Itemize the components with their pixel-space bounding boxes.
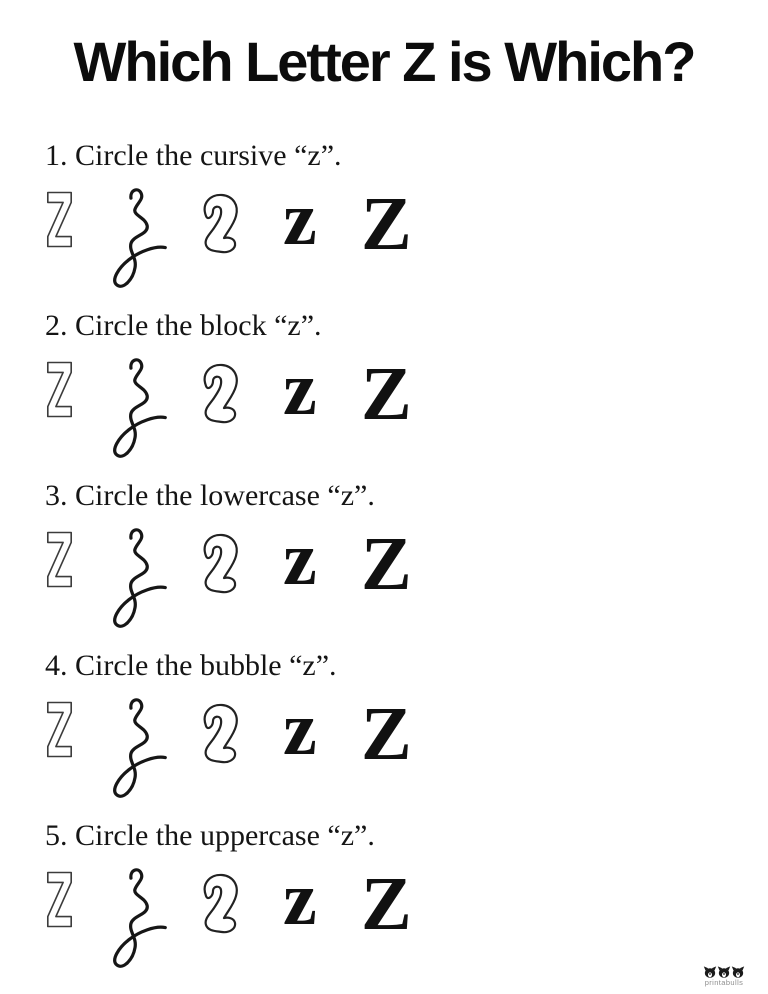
cursive-z-icon — [106, 187, 168, 293]
uppercase-z-glyph: Z — [361, 862, 412, 946]
uppercase-z-glyph: Z — [361, 182, 412, 266]
letter-option-block-z[interactable] — [46, 699, 73, 760]
letter-option-bubble-z[interactable] — [193, 191, 243, 257]
uppercase-z-glyph: Z — [361, 352, 412, 436]
letter-option-cursive-z[interactable] — [106, 527, 168, 633]
letter-option-cursive-z[interactable] — [106, 697, 168, 803]
letter-option-block-z[interactable] — [46, 869, 73, 930]
letter-option-bubble-z[interactable] — [193, 701, 243, 767]
cursive-z-icon — [106, 357, 168, 463]
letter-options-row-3 — [0, 517, 768, 648]
bubble-z-icon — [193, 361, 243, 427]
lowercase-z-glyph: z — [283, 177, 317, 261]
question-number: 2. — [45, 309, 68, 342]
bubble-z-icon — [193, 871, 243, 937]
question-number: 1. — [45, 139, 68, 172]
question-2 — [45, 308, 768, 344]
letter-option-uppercase-z[interactable] — [361, 692, 412, 776]
lowercase-z-glyph: z — [283, 517, 317, 601]
letter-option-lowercase-z[interactable] — [283, 347, 317, 431]
question-text: Circle the uppercase “z”. — [75, 819, 375, 852]
letter-option-lowercase-z[interactable] — [283, 177, 317, 261]
question-5 — [45, 818, 768, 854]
block-z-icon — [46, 189, 73, 250]
uppercase-z-glyph: Z — [361, 522, 412, 606]
question-text: Circle the bubble “z”. — [75, 649, 337, 682]
bubble-z-icon — [193, 701, 243, 767]
task-3 — [0, 478, 768, 648]
question-1 — [45, 138, 768, 174]
question-text: Circle the lowercase “z”. — [75, 479, 375, 512]
letter-options-row-1 — [0, 177, 768, 308]
block-z-icon — [46, 699, 73, 760]
letter-option-cursive-z[interactable] — [106, 867, 168, 973]
letter-option-cursive-z[interactable] — [106, 357, 168, 463]
letter-option-uppercase-z[interactable] — [361, 522, 412, 606]
bubble-z-icon — [193, 531, 243, 597]
letter-options-row-4 — [0, 687, 768, 818]
question-number: 5. — [45, 819, 68, 852]
lowercase-z-glyph: z — [283, 687, 317, 771]
letter-option-bubble-z[interactable] — [193, 871, 243, 937]
letter-option-block-z[interactable] — [46, 189, 73, 250]
bulldog-faces-icon — [703, 966, 745, 978]
lowercase-z-glyph: z — [283, 857, 317, 941]
letter-option-uppercase-z[interactable] — [361, 182, 412, 266]
question-3 — [45, 478, 768, 514]
cursive-z-icon — [106, 867, 168, 973]
letter-option-bubble-z[interactable] — [193, 531, 243, 597]
letter-option-lowercase-z[interactable] — [283, 687, 317, 771]
task-4 — [0, 648, 768, 818]
letter-options-row-5 — [0, 857, 768, 988]
letter-options-row-2 — [0, 347, 768, 478]
letter-option-bubble-z[interactable] — [193, 361, 243, 427]
brand-name: printabulls — [704, 977, 744, 987]
cursive-z-icon — [106, 697, 168, 803]
question-text: Circle the block “z”. — [75, 309, 322, 342]
letter-option-lowercase-z[interactable] — [283, 517, 317, 601]
lowercase-z-glyph: z — [283, 347, 317, 431]
block-z-icon — [46, 529, 73, 590]
question-4 — [45, 648, 768, 684]
page-title: Which Letter Z is Which? — [73, 30, 695, 93]
brand-logo — [696, 966, 752, 987]
block-z-icon — [46, 869, 73, 930]
block-z-icon — [46, 359, 73, 420]
letter-option-uppercase-z[interactable] — [361, 862, 412, 946]
cursive-z-icon — [106, 527, 168, 633]
letter-option-uppercase-z[interactable] — [361, 352, 412, 436]
bubble-z-icon — [193, 191, 243, 257]
letter-option-block-z[interactable] — [46, 529, 73, 590]
question-number: 3. — [45, 479, 68, 512]
task-2 — [0, 308, 768, 478]
question-number: 4. — [45, 649, 68, 682]
question-text: Circle the cursive “z”. — [75, 139, 342, 172]
task-5 — [0, 818, 768, 988]
letter-option-lowercase-z[interactable] — [283, 857, 317, 941]
task-1 — [0, 138, 768, 308]
uppercase-z-glyph: Z — [361, 692, 412, 776]
letter-option-block-z[interactable] — [46, 359, 73, 420]
letter-option-cursive-z[interactable] — [106, 187, 168, 293]
